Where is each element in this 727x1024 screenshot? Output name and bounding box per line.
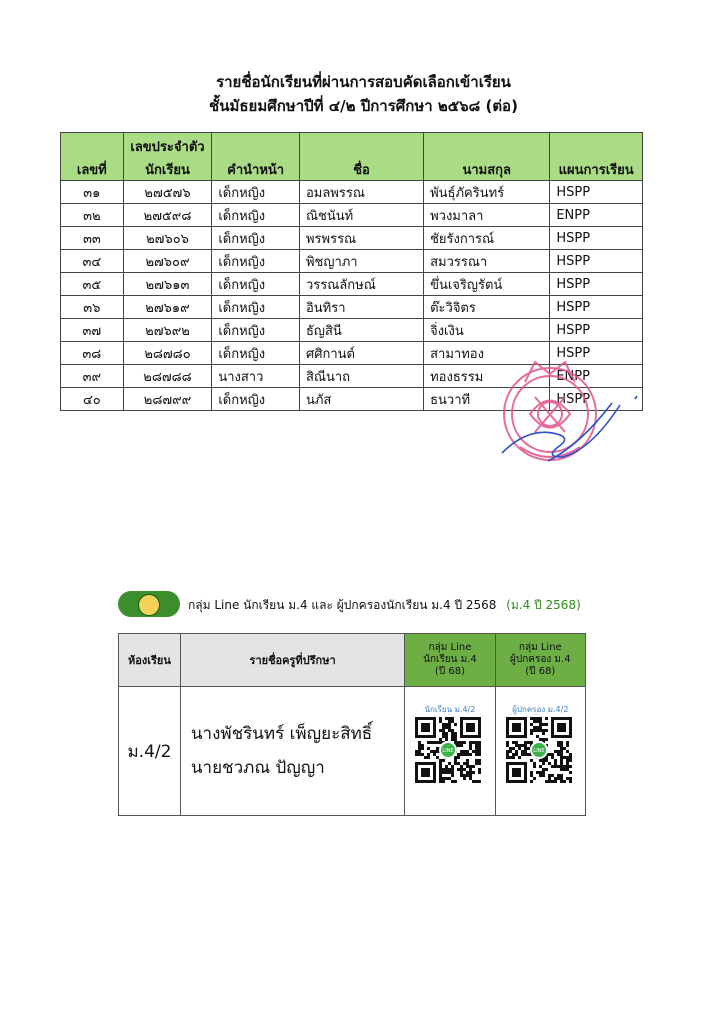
student-prefix: เด็กหญิง	[212, 204, 300, 227]
student-last-name: จิ่งเงิน	[424, 319, 550, 342]
student-no: ๓๔	[61, 250, 124, 273]
student-line-qr-code[interactable]	[415, 717, 481, 783]
advisor-name: นางพัชรินทร์ เพ็ญยะสิทธิ์	[190, 724, 373, 744]
parent-qr-caption: ผู้ปกครอง ม.4/2	[512, 705, 569, 714]
student-last-name: ชัยรังการณ์	[424, 227, 550, 250]
document-title-line2: ชั้นมัธยมศึกษาปีที่ ๔/๒ ปีการศึกษา ๒๕๖๘ (ต่อ)	[209, 97, 518, 115]
student-prefix: เด็กหญิง	[212, 296, 300, 319]
student-row	[61, 227, 643, 250]
student-no: ๓๒	[61, 204, 124, 227]
student-id: ๒๗๖๑๙	[123, 296, 212, 319]
student-no: ๓๙	[61, 365, 124, 388]
student-last-name: ธนวาที	[424, 388, 550, 411]
header-parent-line-group: กลุ่ม Line ผู้ปกครอง ม.4 (ปี 68)	[495, 634, 585, 687]
student-last-name: พันธุ์ภัครินทร์	[424, 181, 550, 204]
student-first-name: นภัส	[299, 388, 423, 411]
student-id: ๒๗๖๐๙	[123, 250, 212, 273]
student-id: ๒๘๗๙๙	[123, 388, 212, 411]
student-prefix: เด็กหญิง	[212, 342, 300, 365]
parent-line-qr-code[interactable]	[506, 717, 572, 783]
student-last-name: พวงมาลา	[424, 204, 550, 227]
header-program: แผนการเรียน	[550, 133, 643, 181]
student-last-name: สมวรรณา	[424, 250, 550, 273]
parent-line-qr-cell	[495, 687, 585, 816]
student-first-name: พรพรรณ	[299, 227, 423, 250]
signature	[500, 395, 650, 475]
student-id: ๒๗๕๗๖	[123, 181, 212, 204]
student-id: ๒๗๕๙๘	[123, 204, 212, 227]
header-first-name: ชื่อ	[299, 133, 423, 181]
student-prefix: เด็กหญิง	[212, 273, 300, 296]
student-program: ENPP	[550, 204, 643, 227]
student-program: HSPP	[550, 250, 643, 273]
student-no: ๓๕	[61, 273, 124, 296]
header-room: ห้องเรียน	[119, 634, 181, 687]
student-program: ENPP	[550, 365, 643, 388]
student-first-name: วรรณลักษณ์	[299, 273, 423, 296]
student-first-name: อินทิรา	[299, 296, 423, 319]
student-id: ๒๗๖๑๓	[123, 273, 212, 296]
student-first-name: อมลพรรณ	[299, 181, 423, 204]
student-no: ๔๐	[61, 388, 124, 411]
school-logo-badge	[118, 591, 180, 617]
student-id: ๒๗๖๐๖	[123, 227, 212, 250]
student-no: ๓๘	[61, 342, 124, 365]
student-program: HSPP	[550, 227, 643, 250]
student-row	[61, 250, 643, 273]
student-last-name: สามาทอง	[424, 342, 550, 365]
student-prefix: เด็กหญิง	[212, 250, 300, 273]
student-last-name: ทองธรรม	[424, 365, 550, 388]
student-program: HSPP	[550, 181, 643, 204]
student-prefix: เด็กหญิง	[212, 181, 300, 204]
header-last-name: นามสกุล	[424, 133, 550, 181]
advisors-cell	[180, 687, 404, 816]
student-prefix: เด็กหญิง	[212, 227, 300, 250]
header-id-line2: นักเรียน	[123, 157, 212, 181]
student-last-name: ต๊ะวิจิตร	[424, 296, 550, 319]
student-first-name: ณิชนันท์	[299, 204, 423, 227]
student-row	[61, 319, 643, 342]
student-id: ๒๘๗๘๐	[123, 342, 212, 365]
student-prefix: เด็กหญิง	[212, 319, 300, 342]
line-logo-label: LINE	[533, 748, 545, 754]
header-no: เลขที่	[61, 133, 124, 181]
advisor-name: นายชวภณ ปัญญา	[190, 758, 325, 778]
student-row	[61, 181, 643, 204]
student-row	[61, 204, 643, 227]
header-student-line-group: กลุ่ม Line นักเรียน ม.4 (ปี 68)	[405, 634, 495, 687]
line-group-year-note: (ม.4 ปี 2568)	[506, 598, 581, 612]
student-program: HSPP	[550, 342, 643, 365]
header-prefix: คำนำหน้า	[212, 133, 300, 181]
student-no: ๓๑	[61, 181, 124, 204]
student-program: HSPP	[550, 319, 643, 342]
student-qr-caption: นักเรียน ม.4/2	[424, 705, 476, 714]
student-last-name: ขึ่นเจริญรัตน์	[424, 273, 550, 296]
student-program: HSPP	[550, 388, 643, 411]
line-logo-label: LINE	[442, 748, 454, 754]
student-id: ๒๘๗๘๘	[123, 365, 212, 388]
student-row	[61, 273, 643, 296]
student-first-name: พิชญาภา	[299, 250, 423, 273]
student-line-qr-cell	[405, 687, 495, 816]
student-row	[61, 296, 643, 319]
student-no: ๓๖	[61, 296, 124, 319]
student-program: HSPP	[550, 273, 643, 296]
document-title-line1: รายชื่อนักเรียนที่ผ่านการสอบคัดเลือกเข้าเรียน	[216, 73, 511, 91]
line-groups-table	[118, 633, 586, 816]
student-program: HSPP	[550, 296, 643, 319]
line-group-heading: กลุ่ม Line นักเรียน ม.4 และ ผู้ปกครองนักเรียน ม.4 ปี 2568	[188, 598, 497, 612]
student-first-name: สิณีนาถ	[299, 365, 423, 388]
room-cell: ม.4/2	[119, 687, 181, 816]
student-first-name: ธัญสินี	[299, 319, 423, 342]
student-id: ๒๗๖๙๒	[123, 319, 212, 342]
student-first-name: ศศิกานต์	[299, 342, 423, 365]
header-advisors: รายชื่อครูที่ปรึกษา	[180, 634, 404, 687]
student-no: ๓๓	[61, 227, 124, 250]
student-prefix: เด็กหญิง	[212, 388, 300, 411]
student-prefix: นางสาว	[212, 365, 300, 388]
student-no: ๓๗	[61, 319, 124, 342]
header-id-line1: เลขประจำตัว	[123, 133, 212, 158]
